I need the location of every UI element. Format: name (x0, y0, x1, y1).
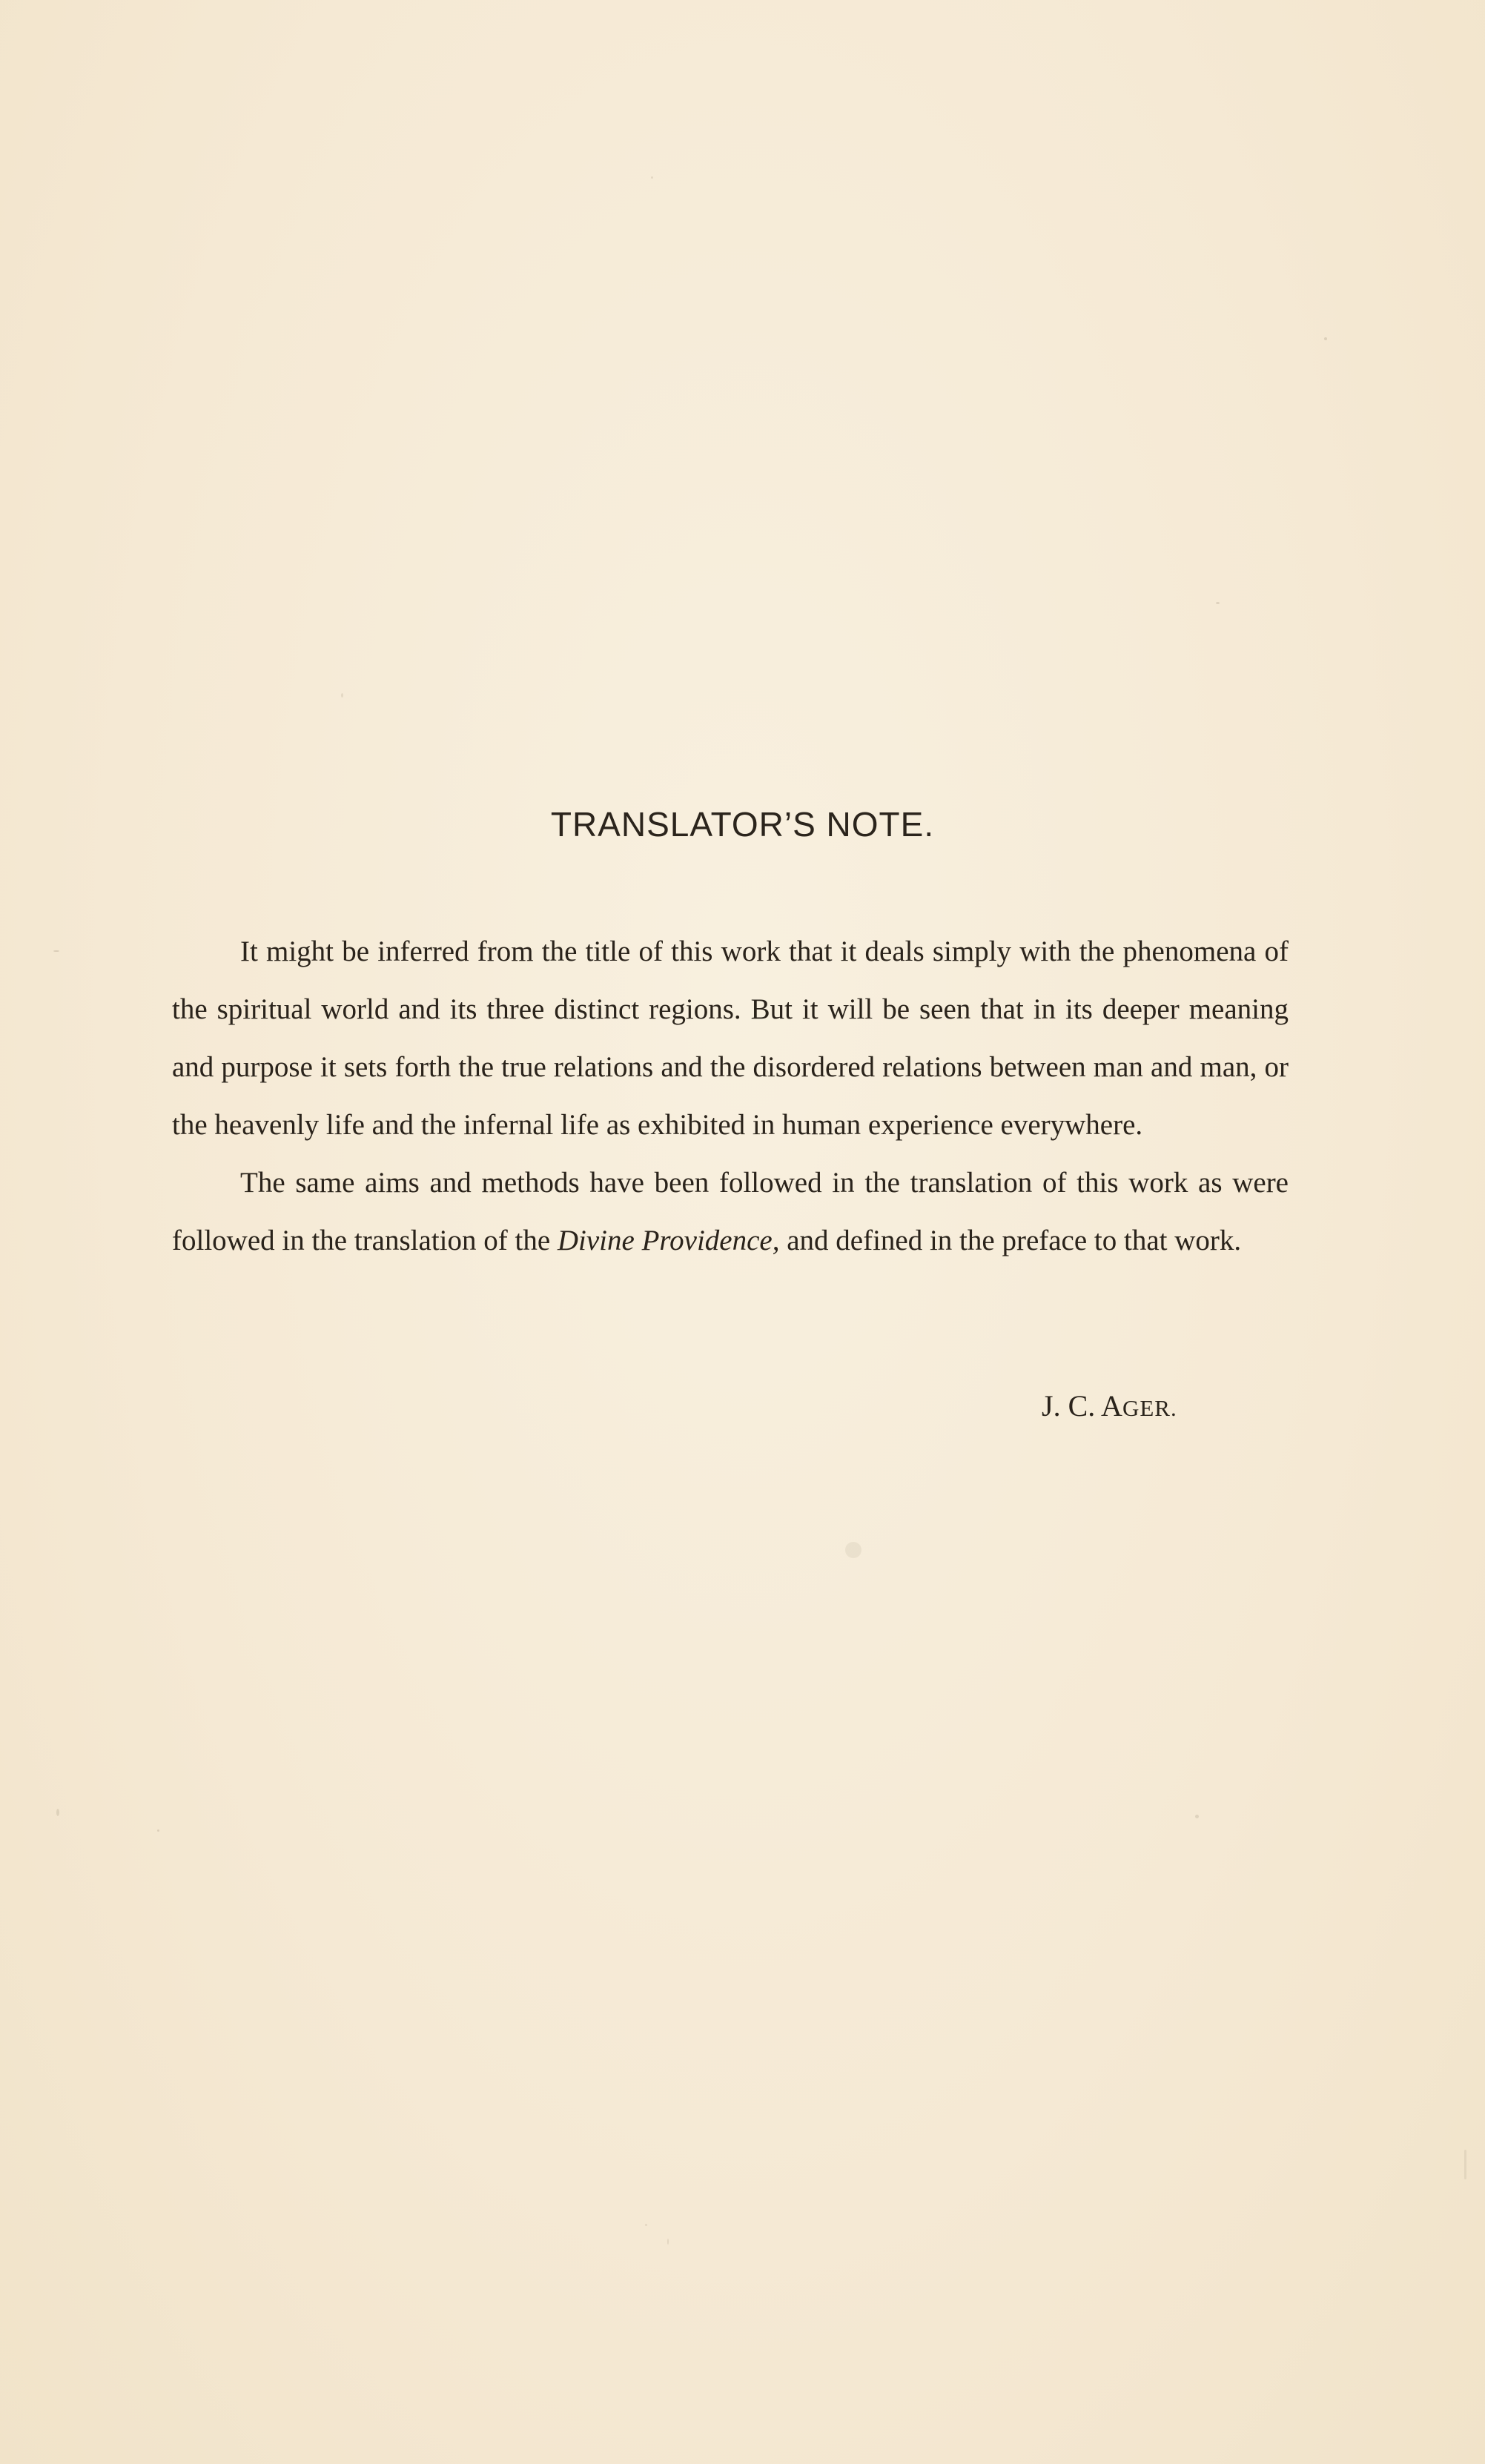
paper-speck (341, 693, 343, 698)
paper-speck (157, 1829, 159, 1832)
paragraph-2 (172, 1154, 1289, 1270)
paragraph-2-text-after: and defined in the preface to that work. (779, 1225, 1242, 1256)
paper-speck (1464, 2150, 1466, 2179)
paper-speck (56, 1809, 59, 1816)
paper-speck (651, 176, 653, 179)
paper-speck (645, 2224, 647, 2226)
paper-speck (1195, 1815, 1199, 1818)
signature-surname: GER. (1122, 1395, 1177, 1421)
signature (1042, 1388, 1177, 1423)
paper-speck (1216, 602, 1220, 604)
paper-speck (845, 1542, 861, 1558)
note-body (172, 923, 1289, 1270)
paper-speck (1324, 337, 1327, 340)
paper-speck (667, 2239, 669, 2245)
paper-speck (53, 950, 59, 952)
page-heading: TRANSLATOR’S NOTE. (550, 805, 935, 844)
book-title-divine-providence: Divine Providence, (557, 1225, 780, 1256)
paragraph-1: It might be inferred from the title of this work that it deals simply with the phenomena of the spiritual world and its three distinct regions. But it will be seen that in its deeper meaning and purpose it sets forth the true relations and the disordered relations between man and man, or the heavenly life and the infernal life as exhibited in human experience everywhere. (172, 935, 1289, 1141)
paragraph-2-text-before: The same aims and methods have been followed in the translation of this work as were followed in the translation of the (172, 1167, 1289, 1256)
signature-initials: J. C. A (1042, 1389, 1122, 1423)
